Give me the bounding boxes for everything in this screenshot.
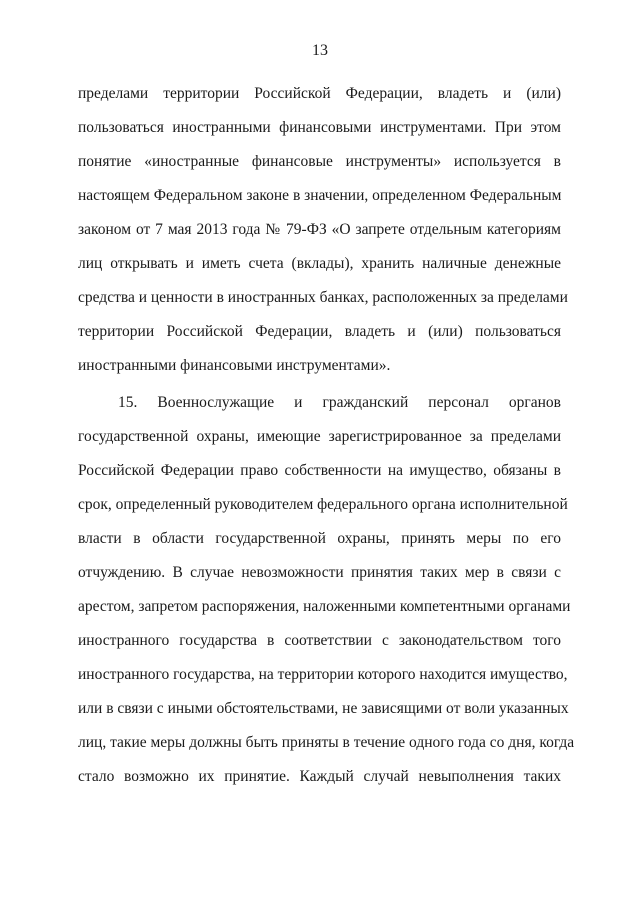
text-line-14: власти в области государственной охраны, принять меры по его	[78, 530, 561, 547]
text-line-11: государственной охраны, имеющие зарегистрированное за пределами	[78, 428, 561, 445]
paragraph-15-first-line: 15. Военнослужащие и гражданский персонал органов	[118, 394, 561, 411]
text-line-1: пределами территории Российской Федерации, владеть и (или)	[78, 85, 561, 102]
page-number: 13	[312, 42, 328, 59]
text-line-17: иностранного государства в соответствии с законодательством того	[78, 632, 561, 649]
text-line-4: настоящем Федеральном законе в значении, определенном Федеральным	[78, 187, 562, 204]
text-line-3: понятие «иностранные финансовые инструменты» используется в	[78, 153, 561, 170]
text-line-20: лиц, такие меры должны быть приняты в течение одного года со дня, когда	[78, 734, 575, 751]
text-line-19: или в связи с иными обстоятельствами, не зависящими от воли указанных	[78, 700, 569, 717]
text-line-8: территории Российской Федерации, владеть и (или) пользоваться	[78, 323, 561, 340]
text-line-13: срок, определенный руководителем федерального органа исполнительной	[78, 496, 568, 513]
text-line-5: законом от 7 мая 2013 года № 79-ФЗ «О запрете отдельным категориям	[78, 221, 561, 238]
text-line-15: отчуждению. В случае невозможности принятия таких мер в связи с	[78, 564, 561, 581]
text-line-9: иностранными финансовыми инструментами».	[78, 357, 391, 374]
text-line-12: Российской Федерации право собственности на имущество, обязаны в	[78, 462, 561, 479]
text-line-21: стало возможно их принятие. Каждый случай невыполнения таких	[78, 768, 561, 785]
text-line-2: пользоваться иностранными финансовыми инструментами. При этом	[78, 119, 561, 136]
text-line-7: средства и ценности в иностранных банках, расположенных за пределами	[78, 289, 568, 306]
text-line-6: лиц открывать и иметь счета (вклады), хранить наличные денежные	[78, 255, 561, 272]
text-line-18: иностранного государства, на территории которого находится имущество,	[78, 666, 568, 683]
text-line-16: арестом, запретом распоряжения, наложенными компетентными органами	[78, 598, 571, 615]
